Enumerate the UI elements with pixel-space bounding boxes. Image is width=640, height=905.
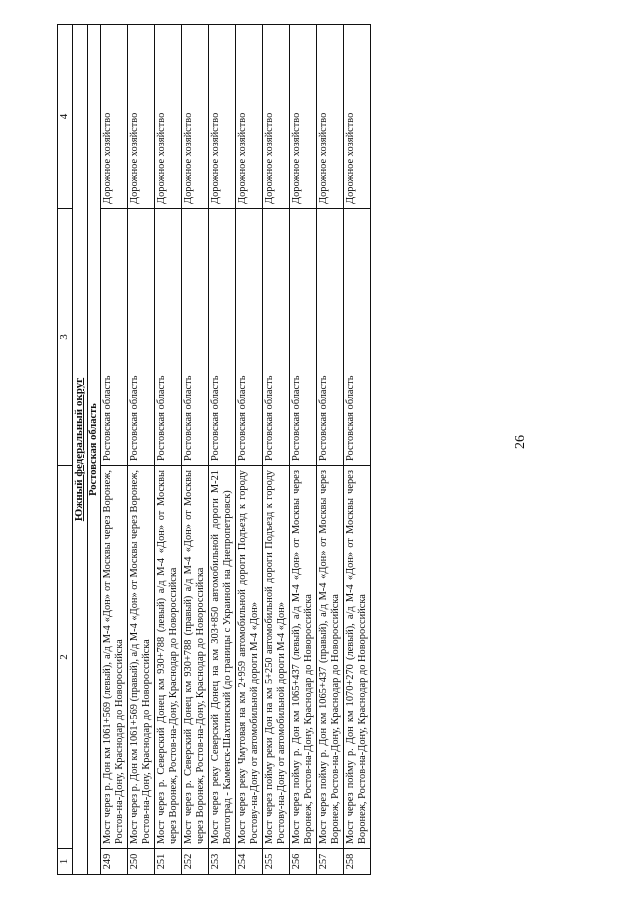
row-number: 254: [236, 849, 263, 875]
object-region: Ростовская область: [209, 209, 236, 466]
row-number: 257: [317, 849, 344, 875]
object-name: Мост через р. Северский Донец км 930+788 (правый) а/д М-4 «Дон» от Москвы через Воронеж, Ростов-на-Дону, Краснодар до Новороссийска: [182, 466, 209, 849]
row-number: 256: [290, 849, 317, 875]
table-row: [128, 25, 155, 875]
row-number: 252: [182, 849, 209, 875]
object-sector: Дорожное хозяйство: [101, 25, 128, 209]
table-row: [344, 25, 371, 875]
table-row: [290, 25, 317, 875]
object-sector: Дорожное хозяйство: [209, 25, 236, 209]
column-number-row: [58, 25, 73, 875]
object-sector: Дорожное хозяйство: [263, 25, 290, 209]
object-name: Мост через р. Дон км 1061+569 (левый), а/д М-4 «Дон» от Москвы через Воронеж, Ростов-на-Дону, Краснодар до Новороссийска: [101, 466, 128, 849]
object-sector: Дорожное хозяйство: [155, 25, 182, 209]
region-row: [88, 25, 101, 875]
region-title: Ростовская область: [88, 25, 101, 875]
object-region: Ростовская область: [155, 209, 182, 466]
object-region: Ростовская область: [263, 209, 290, 466]
object-sector: Дорожное хозяйство: [182, 25, 209, 209]
object-name: Мост через реку Чмутовая на км 2+959 автомобильной дороги Подъезд к городу Ростову-на-Дону от автомобильной дороги М-4 «Дон»: [236, 466, 263, 849]
object-name: Мост через р. Дон км 1061+569 (правый), а/д М-4 «Дон» от Москвы через Воронеж, Ростов-на-Дону, Краснодар до Новороссийска: [128, 466, 155, 849]
table-row: [317, 25, 344, 875]
object-sector: Дорожное хозяйство: [128, 25, 155, 209]
rotated-document-body: [57, 25, 561, 875]
table-row: [155, 25, 182, 875]
object-region: Ростовская область: [236, 209, 263, 466]
column-header: 2: [58, 466, 73, 849]
object-sector: Дорожное хозяйство: [236, 25, 263, 209]
object-name: Мост через реку Северский Донец на км 303+850 автомобильной дороги М-21 Волгоград - Каменск-Шахтинский (до границы с Украиной на Днепропетровск): [209, 466, 236, 849]
section-row: [73, 25, 88, 875]
object-region: Ростовская область: [182, 209, 209, 466]
object-name: Мост через р. Северский Донец км 930+788 (левый) а/д М-4 «Дон» от Москвы через Воронеж, Ростов-на-Дону, Краснодар до Новороссийска: [155, 466, 182, 849]
table-row: [209, 25, 236, 875]
page-number: 26: [513, 435, 528, 449]
section-title: Южный федеральный округ: [73, 25, 88, 875]
row-number: 255: [263, 849, 290, 875]
object-sector: Дорожное хозяйство: [344, 25, 371, 209]
object-name: Мост через пойму р. Дон км 1065+437 (правый), а/д М-4 «Дон» от Москвы через Воронеж, Ростов-на-Дону, Краснодар до Новороссийска: [317, 466, 344, 849]
column-header: 4: [58, 25, 73, 209]
object-sector: Дорожное хозяйство: [290, 25, 317, 209]
row-number: 258: [344, 849, 371, 875]
object-sector: Дорожное хозяйство: [317, 25, 344, 209]
object-region: Ростовская область: [128, 209, 155, 466]
object-region: Ростовская область: [290, 209, 317, 466]
column-header: 1: [58, 849, 73, 875]
column-header: 3: [58, 209, 73, 466]
object-region: Ростовская область: [101, 209, 128, 466]
objects-table: [57, 24, 371, 875]
object-name: Мост через пойму р. Дон км 1065+437 (левый), а/д М-4 «Дон» от Москвы через Воронеж, Ростов-на-Дону, Краснодар до Новороссийска: [290, 466, 317, 849]
table-row: [182, 25, 209, 875]
row-number: 251: [155, 849, 182, 875]
row-number: 249: [101, 849, 128, 875]
object-name: Мост через пойму реки Дон на км 5+250 автомобильной дороги Подъезд к городу Ростову-на-Дону от автомобильной дороги М-4 «Дон»: [263, 466, 290, 849]
object-region: Ростовская область: [317, 209, 344, 466]
table-row: [236, 25, 263, 875]
row-number: 253: [209, 849, 236, 875]
table-row: [263, 25, 290, 875]
object-region: Ростовская область: [344, 209, 371, 466]
row-number: 250: [128, 849, 155, 875]
table-row: [101, 25, 128, 875]
object-name: Мост через пойму р. Дон км 1070+270 (левый), а/д М-4 «Дон» от Москвы через Воронеж, Ростов-на-Дону, Краснодар до Новороссийска: [344, 466, 371, 849]
